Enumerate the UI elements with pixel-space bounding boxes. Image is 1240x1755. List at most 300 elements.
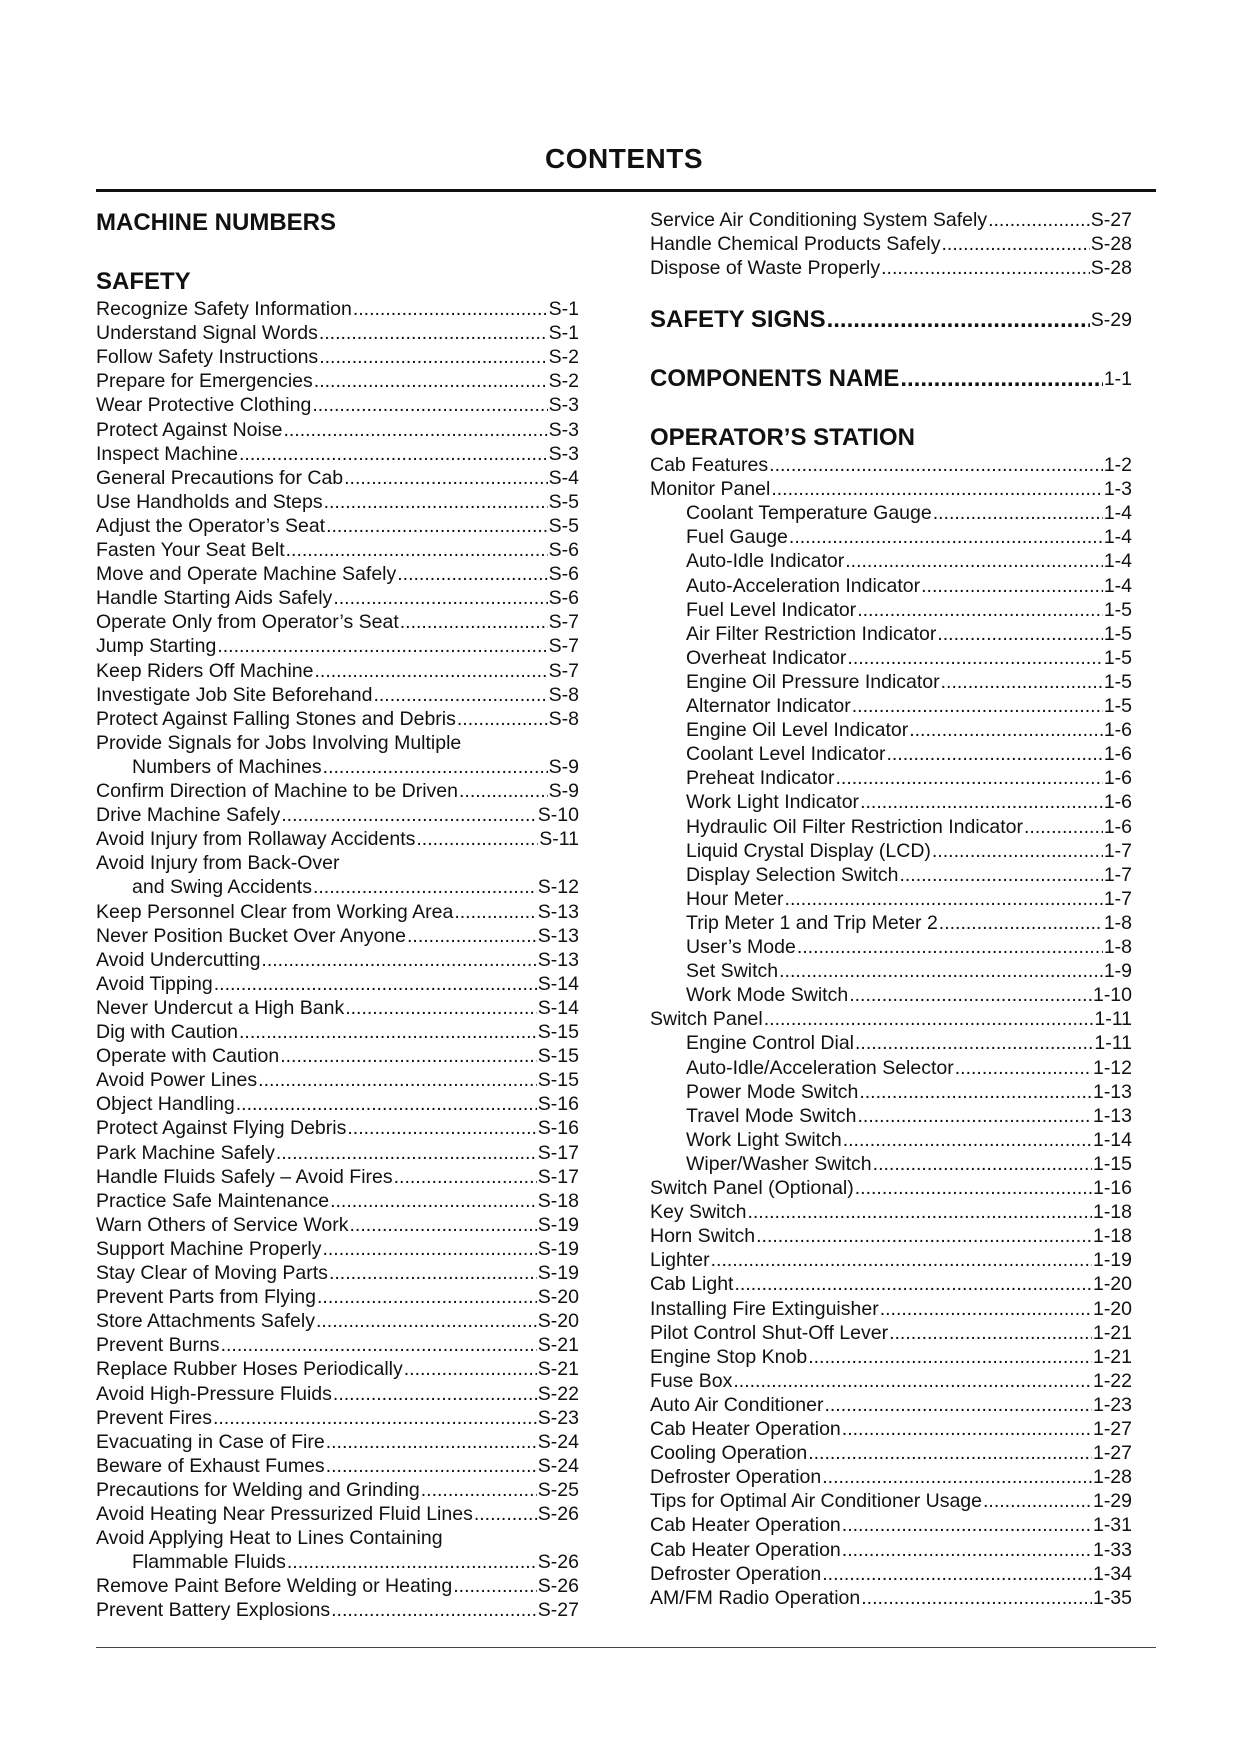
toc-entry-title: Inspect Machine bbox=[96, 442, 238, 465]
toc-entry-title: Engine Control Dial bbox=[686, 1032, 855, 1055]
leader-dots bbox=[845, 549, 1103, 573]
toc-entry-page: S-10 bbox=[537, 804, 579, 827]
toc-entry-inspect-machine[interactable] bbox=[96, 442, 579, 466]
toc-entry-engine-oil-pressure-indicator[interactable] bbox=[650, 670, 1132, 694]
toc-entry-handle-chemical-products-safely[interactable] bbox=[650, 232, 1132, 256]
leader-dots bbox=[236, 1092, 537, 1116]
leader-dots bbox=[789, 525, 1103, 549]
leader-dots bbox=[319, 345, 547, 369]
heading-machine-numbers: MACHINE NUMBERS bbox=[96, 209, 336, 236]
toc-entry-operate-only-from-operator-s-seat[interactable] bbox=[96, 610, 579, 634]
leader-dots bbox=[842, 1417, 1092, 1441]
toc-entry-title: SAFETY SIGNS bbox=[650, 306, 826, 333]
toc-entry-title: Coolant Temperature Gauge bbox=[686, 502, 932, 525]
leader-dots bbox=[842, 1538, 1092, 1562]
toc-entry-coolant-level-indicator[interactable] bbox=[650, 742, 1132, 766]
leader-dots bbox=[453, 1574, 537, 1598]
toc-entry-title: Drive Machine Safely bbox=[96, 804, 281, 827]
toc-entry-warn-others-of-service-work[interactable] bbox=[96, 1213, 579, 1237]
toc-entry-move-and-operate-machine-safely[interactable] bbox=[96, 562, 579, 586]
toc-entry-page: 1-21 bbox=[1092, 1321, 1132, 1344]
toc-entry-switch-panel-optional[interactable] bbox=[650, 1176, 1132, 1200]
toc-entry-store-attachments-safely[interactable] bbox=[96, 1309, 579, 1333]
page-title: CONTENTS bbox=[545, 143, 703, 174]
toc-entry-set-switch[interactable] bbox=[650, 959, 1132, 983]
toc-entry-protect-against-noise[interactable] bbox=[96, 418, 579, 442]
toc-entry-page: S-13 bbox=[537, 948, 579, 971]
toc-entry-page: S-18 bbox=[537, 1189, 579, 1212]
toc-entry-page: 1-27 bbox=[1092, 1418, 1132, 1440]
toc-entry-fasten-your-seat-belt[interactable] bbox=[96, 538, 579, 562]
leader-dots bbox=[937, 622, 1102, 646]
toc-entry-title: Key Switch bbox=[650, 1201, 747, 1224]
toc-entry-recognize-safety-information[interactable] bbox=[96, 297, 579, 321]
toc-entry-page: 1-13 bbox=[1092, 1080, 1132, 1103]
leader-dots bbox=[261, 948, 536, 972]
toc-entry-title: Travel Mode Switch bbox=[686, 1104, 857, 1127]
toc-entry-page: S-15 bbox=[537, 1069, 579, 1092]
toc-entry-page: S-24 bbox=[537, 1454, 579, 1477]
toc-entry-prevent-parts-from-flying[interactable] bbox=[96, 1285, 579, 1309]
toc-entry-operate-with-caution[interactable] bbox=[96, 1044, 579, 1068]
toc-entry-title: Installing Fire Extinguisher bbox=[650, 1297, 879, 1320]
toc-entry-auto-idle-indicator[interactable] bbox=[650, 549, 1132, 573]
leader-dots bbox=[711, 1248, 1092, 1272]
leader-dots bbox=[769, 453, 1103, 477]
toc-entry-page: 1-14 bbox=[1092, 1128, 1132, 1151]
toc-entry-preheat-indicator[interactable] bbox=[650, 766, 1132, 790]
leader-dots bbox=[349, 1213, 536, 1237]
toc-entry-title: Prepare for Emergencies bbox=[96, 370, 313, 393]
toc-entry-never-undercut-a-high-bank[interactable] bbox=[96, 996, 579, 1020]
toc-entry-page: S-16 bbox=[537, 1093, 579, 1116]
leader-dots bbox=[827, 305, 1090, 335]
toc-entry-title: Preheat Indicator bbox=[686, 767, 835, 790]
toc-entry-prevent-battery-explosions[interactable] bbox=[96, 1598, 579, 1622]
toc-entry-title: Use Handholds and Steps bbox=[96, 490, 323, 513]
toc-entry-title: Avoid Injury from Rollaway Accidents bbox=[96, 828, 416, 851]
toc-entry-engine-oil-level-indicator[interactable] bbox=[650, 718, 1132, 742]
leader-dots bbox=[394, 1165, 537, 1189]
toc-entry-flammable-fluids[interactable] bbox=[96, 1550, 579, 1574]
toc-entry-page: 1-4 bbox=[1103, 574, 1132, 597]
leader-dots bbox=[900, 364, 1102, 394]
leader-dots bbox=[858, 1104, 1092, 1128]
toc-entry-title: Hydraulic Oil Filter Restriction Indicator bbox=[686, 815, 1024, 838]
footer-rule bbox=[96, 1647, 1156, 1648]
leader-dots bbox=[214, 972, 537, 996]
leader-dots bbox=[286, 538, 548, 562]
leader-dots bbox=[454, 900, 536, 924]
toc-entry-title: Prevent Fires bbox=[96, 1406, 212, 1429]
leader-dots bbox=[847, 646, 1102, 670]
toc-entry-title: Practice Safe Maintenance bbox=[96, 1189, 330, 1212]
toc-entry-avoid-undercutting[interactable] bbox=[96, 948, 579, 972]
toc-entry-page: S-22 bbox=[537, 1382, 579, 1405]
toc-entry-switch-panel[interactable] bbox=[650, 1007, 1132, 1031]
toc-entry-and-swing-accidents[interactable] bbox=[96, 875, 579, 899]
toc-entry-use-handholds-and-steps[interactable] bbox=[96, 490, 579, 514]
toc-entry-park-machine-safely[interactable] bbox=[96, 1141, 579, 1165]
toc-entry-page: S-1 bbox=[548, 322, 579, 345]
leader-dots bbox=[824, 1393, 1092, 1417]
toc-entry-page: S-13 bbox=[537, 900, 579, 923]
toc-entry-page: S-28 bbox=[1090, 257, 1132, 280]
toc-entry-page: S-2 bbox=[548, 370, 579, 393]
toc-entry-work-mode-switch[interactable] bbox=[650, 983, 1132, 1007]
toc-entry-page: 1-9 bbox=[1103, 960, 1132, 983]
toc-entry-title: Protect Against Flying Debris bbox=[96, 1117, 347, 1140]
toc-entry-title: Fuel Gauge bbox=[686, 526, 788, 549]
toc-entry-air-filter-restriction-indicator[interactable] bbox=[650, 622, 1132, 646]
toc-entry-title: Monitor Panel bbox=[650, 478, 771, 501]
toc-entry-object-handling[interactable] bbox=[96, 1092, 579, 1116]
toc-entry-title: Fasten Your Seat Belt bbox=[96, 539, 285, 561]
toc-entry-page: 1-33 bbox=[1092, 1538, 1132, 1561]
toc-entry-title: Avoid Tipping bbox=[96, 972, 213, 995]
leader-dots bbox=[280, 1044, 537, 1068]
toc-entry-title: Cab Heater Operation bbox=[650, 1538, 841, 1561]
toc-entry-keep-riders-off-machine[interactable] bbox=[96, 659, 579, 683]
toc-entry-numbers-of-machines[interactable] bbox=[96, 755, 579, 779]
toc-entry-page: S-6 bbox=[548, 587, 579, 610]
toc-entry-display-selection-switch[interactable] bbox=[650, 863, 1132, 887]
toc-entry-title: Switch Panel bbox=[650, 1008, 763, 1031]
toc-entry-avoid-heating-near-pressurized-fluid-lines[interactable] bbox=[96, 1502, 579, 1526]
toc-entry-title: Never Position Bucket Over Anyone bbox=[96, 924, 406, 947]
toc-entry-never-position-bucket-over-anyone[interactable] bbox=[96, 924, 579, 948]
toc-entry-installing-fire-extinguisher[interactable] bbox=[650, 1297, 1132, 1321]
toc-entry-title: Stay Clear of Moving Parts bbox=[96, 1262, 328, 1284]
toc-entry-page: 1-35 bbox=[1092, 1586, 1132, 1609]
toc-entry-title: Precautions for Welding and Grinding bbox=[96, 1478, 420, 1501]
leader-dots bbox=[217, 634, 547, 658]
leader-dots bbox=[314, 369, 548, 393]
leader-dots bbox=[312, 393, 547, 417]
toc-entry-travel-mode-switch[interactable] bbox=[650, 1104, 1132, 1128]
leader-dots bbox=[881, 256, 1090, 280]
heading-safety: SAFETY bbox=[96, 268, 191, 295]
toc-entry-prevent-burns[interactable] bbox=[96, 1333, 579, 1357]
toc-entry-coolant-temperature-gauge[interactable] bbox=[650, 501, 1132, 525]
toc-entry-page: 1-16 bbox=[1092, 1177, 1132, 1199]
toc-entry-liquid-crystal-display-lcd[interactable] bbox=[650, 839, 1132, 863]
toc-entry-defroster-operation[interactable] bbox=[650, 1465, 1132, 1489]
toc-entry-dig-with-caution[interactable] bbox=[96, 1020, 579, 1044]
toc-entry-wear-protective-clothing[interactable] bbox=[96, 393, 579, 417]
leader-dots bbox=[843, 1128, 1092, 1152]
leader-dots bbox=[315, 659, 548, 683]
toc-entry-title: Set Switch bbox=[686, 960, 779, 983]
toc-entry-prevent-fires[interactable] bbox=[96, 1406, 579, 1430]
toc-entry-page: 1-6 bbox=[1103, 791, 1132, 814]
toc-entry-page: S-19 bbox=[537, 1213, 579, 1236]
toc-entry-page: S-26 bbox=[537, 1575, 579, 1598]
toc-entry-work-light-indicator[interactable] bbox=[650, 790, 1132, 814]
toc-entry-title: COMPONENTS NAME bbox=[650, 365, 900, 392]
leader-dots bbox=[797, 935, 1103, 959]
leader-dots bbox=[316, 1309, 537, 1333]
toc-entry-title: Confirm Direction of Machine to be Driven bbox=[96, 780, 458, 802]
toc-entry-cab-heater-operation[interactable] bbox=[650, 1538, 1132, 1562]
leader-dots bbox=[785, 887, 1103, 911]
leader-dots bbox=[353, 297, 548, 321]
toc-entry-key-switch[interactable] bbox=[650, 1200, 1132, 1224]
toc-entry-page: 1-5 bbox=[1103, 646, 1132, 669]
toc-entry-title: Numbers of Machines bbox=[132, 755, 322, 778]
toc-entry-page: 1-29 bbox=[1092, 1490, 1132, 1513]
toc-entry-title: Store Attachments Safely bbox=[96, 1310, 315, 1333]
toc-entry-page: 1-11 bbox=[1094, 1008, 1132, 1031]
toc-entry-engine-control-dial[interactable] bbox=[650, 1031, 1132, 1055]
toc-entry-auto-air-conditioner[interactable] bbox=[650, 1393, 1132, 1417]
toc-entry-title: Cab Heater Operation bbox=[650, 1418, 841, 1440]
toc-entry-components-name[interactable] bbox=[650, 364, 1132, 394]
toc-entry-jump-starting[interactable] bbox=[96, 634, 579, 658]
toc-entry-title: Cooling Operation bbox=[650, 1442, 808, 1465]
toc-entry-remove-paint-before-welding-or-heating[interactable] bbox=[96, 1574, 579, 1598]
toc-entry-hydraulic-oil-filter-restriction-indicator[interactable] bbox=[650, 815, 1132, 839]
toc-entry-power-mode-switch[interactable] bbox=[650, 1080, 1132, 1104]
toc-entry-title: Handle Fluids Safely – Avoid Fires bbox=[96, 1165, 393, 1188]
toc-entry-follow-safety-instructions[interactable] bbox=[96, 345, 579, 369]
toc-entry-cab-light[interactable] bbox=[650, 1272, 1132, 1296]
leader-dots bbox=[281, 803, 537, 827]
leader-dots bbox=[939, 911, 1103, 935]
toc-entry-page: S-21 bbox=[537, 1358, 579, 1381]
toc-entry-evacuating-in-case-of-fire[interactable] bbox=[96, 1430, 579, 1454]
toc-entry-page: S-28 bbox=[1090, 233, 1132, 256]
leader-dots bbox=[319, 321, 548, 345]
leader-dots bbox=[373, 683, 547, 707]
toc-entry-page: S-7 bbox=[548, 659, 579, 682]
leader-dots bbox=[459, 779, 548, 803]
toc-entry-practice-safe-maintenance[interactable] bbox=[96, 1189, 579, 1213]
toc-entry-understand-signal-words[interactable] bbox=[96, 321, 579, 345]
toc-entry-monitor-panel[interactable] bbox=[650, 477, 1132, 501]
toc-entry-replace-rubber-hoses-periodically[interactable] bbox=[96, 1357, 579, 1381]
toc-entry-page: 1-27 bbox=[1092, 1442, 1132, 1465]
toc-entry-title: Avoid High-Pressure Fluids bbox=[96, 1382, 332, 1405]
leader-dots bbox=[822, 1465, 1092, 1489]
leader-dots bbox=[344, 466, 548, 490]
toc-entry-confirm-direction-of-machine-to-be-driven[interactable] bbox=[96, 779, 579, 803]
leader-dots bbox=[855, 1176, 1092, 1200]
toc-entry-title: Engine Stop Knob bbox=[650, 1345, 808, 1368]
toc-entry-page: S-3 bbox=[548, 418, 579, 441]
leader-dots bbox=[400, 610, 548, 634]
toc-entry-page: 1-31 bbox=[1092, 1514, 1132, 1537]
toc-entry-beware-of-exhaust-fumes[interactable] bbox=[96, 1454, 579, 1478]
leader-dots bbox=[347, 1116, 536, 1140]
toc-entry-cab-heater-operation[interactable] bbox=[650, 1513, 1132, 1537]
toc-entry-page: 1-7 bbox=[1103, 839, 1132, 862]
leader-dots bbox=[857, 598, 1103, 622]
leader-dots bbox=[276, 1141, 537, 1165]
leader-dots bbox=[955, 1056, 1092, 1080]
toc-entry-page: S-20 bbox=[537, 1286, 579, 1309]
toc-entry-title: Jump Starting bbox=[96, 635, 217, 658]
toc-entry-page: S-29 bbox=[1090, 309, 1132, 331]
toc-entry-fuel-gauge[interactable] bbox=[650, 525, 1132, 549]
toc-entry-title-line: Avoid Applying Heat to Lines Containing bbox=[96, 1527, 443, 1550]
leader-dots bbox=[326, 1454, 537, 1478]
toc-entry-trip-meter-1-and-trip-meter-2[interactable] bbox=[650, 911, 1132, 935]
toc-entry-title: Handle Chemical Products Safely bbox=[650, 233, 941, 256]
toc-entry-prepare-for-emergencies[interactable] bbox=[96, 369, 579, 393]
toc-entry-title: Alternator Indicator bbox=[686, 695, 851, 717]
toc-entry-dispose-of-waste-properly[interactable] bbox=[650, 256, 1132, 280]
toc-entry-adjust-the-operator-s-seat[interactable] bbox=[96, 514, 579, 538]
toc-entry-title: Pilot Control Shut-Off Lever bbox=[650, 1321, 889, 1344]
toc-entry-page: S-5 bbox=[548, 490, 579, 513]
title-rule bbox=[96, 189, 1156, 192]
leader-dots bbox=[457, 707, 548, 731]
toc-entry-page: S-15 bbox=[537, 1045, 579, 1068]
toc-entry-page: S-13 bbox=[537, 924, 579, 947]
toc-entry-pilot-control-shut-off-lever[interactable] bbox=[650, 1321, 1132, 1345]
toc-entry-page: S-27 bbox=[1090, 209, 1132, 231]
toc-entry-page: S-8 bbox=[548, 707, 579, 730]
toc-entry-work-light-switch[interactable] bbox=[650, 1128, 1132, 1152]
toc-entry-stay-clear-of-moving-parts[interactable] bbox=[96, 1261, 579, 1285]
toc-entry-page: S-25 bbox=[537, 1478, 579, 1501]
leader-dots bbox=[326, 1430, 537, 1454]
toc-entry-title: Defroster Operation bbox=[650, 1562, 822, 1585]
toc-entry-safety-signs[interactable] bbox=[650, 305, 1132, 335]
toc-entry-investigate-job-site-beforehand[interactable] bbox=[96, 683, 579, 707]
leader-dots bbox=[983, 1489, 1092, 1513]
leader-dots bbox=[771, 477, 1102, 501]
toc-entry-support-machine-properly[interactable] bbox=[96, 1237, 579, 1261]
leader-dots bbox=[331, 1598, 537, 1622]
toc-entry-page: 1-15 bbox=[1092, 1152, 1132, 1175]
toc-entry-page: 1-21 bbox=[1092, 1345, 1132, 1368]
toc-entry-overheat-indicator[interactable] bbox=[650, 646, 1132, 670]
toc-entry-avoid-power-lines[interactable] bbox=[96, 1068, 579, 1092]
toc-entry-title: Operate with Caution bbox=[96, 1045, 280, 1068]
toc-entry-fuse-box[interactable] bbox=[650, 1369, 1132, 1393]
toc-entry-fuel-level-indicator[interactable] bbox=[650, 598, 1132, 622]
leader-dots bbox=[756, 1224, 1092, 1248]
toc-entry-page: 1-7 bbox=[1103, 863, 1132, 886]
toc-entry-page: 1-28 bbox=[1092, 1466, 1132, 1489]
toc-entry-am-fm-radio-operation[interactable] bbox=[650, 1586, 1132, 1610]
leader-dots bbox=[808, 1441, 1092, 1465]
toc-entry-avoid-high-pressure-fluids[interactable] bbox=[96, 1382, 579, 1406]
toc-entry-wiper-washer-switch[interactable] bbox=[650, 1152, 1132, 1176]
toc-entry-defroster-operation[interactable] bbox=[650, 1562, 1132, 1586]
toc-entry-title: Evacuating in Case of Fire bbox=[96, 1430, 325, 1453]
toc-entry-horn-switch[interactable] bbox=[650, 1224, 1132, 1248]
toc-entry-title: Keep Personnel Clear from Working Area bbox=[96, 900, 454, 923]
toc-entry-page: 1-1 bbox=[1103, 368, 1132, 390]
toc-entry-handle-starting-aids-safely[interactable] bbox=[96, 586, 579, 610]
toc-entry-page: 1-20 bbox=[1092, 1273, 1132, 1296]
toc-entry-alternator-indicator[interactable] bbox=[650, 694, 1132, 718]
toc-entry-handle-fluids-safely-avoid-fires[interactable] bbox=[96, 1165, 579, 1189]
toc-entry-auto-idle-acceleration-selector[interactable] bbox=[650, 1056, 1132, 1080]
toc-entry-general-precautions-for-cab[interactable] bbox=[96, 466, 579, 490]
toc-entry-page: S-6 bbox=[548, 539, 579, 561]
toc-entry-page: 1-12 bbox=[1092, 1056, 1132, 1079]
toc-entry-service-air-conditioning-system-safely[interactable] bbox=[650, 208, 1132, 232]
toc-entry-page: S-16 bbox=[537, 1117, 579, 1140]
toc-entry-page: 1-4 bbox=[1103, 502, 1132, 525]
toc-entry-page: 1-5 bbox=[1103, 670, 1132, 693]
toc-entry-title: Recognize Safety Information bbox=[96, 298, 352, 320]
toc-entry-lighter[interactable] bbox=[650, 1248, 1132, 1272]
toc-entry-title: Operate Only from Operator’s Seat bbox=[96, 611, 399, 634]
toc-entry-precautions-for-welding-and-grinding[interactable] bbox=[96, 1478, 579, 1502]
toc-entry-cab-heater-operation[interactable] bbox=[650, 1417, 1132, 1441]
leader-dots bbox=[258, 1068, 537, 1092]
toc-entry-page: S-17 bbox=[537, 1165, 579, 1188]
toc-entry-page: S-24 bbox=[537, 1430, 579, 1453]
leader-dots bbox=[397, 562, 547, 586]
toc-entry-title: Power Mode Switch bbox=[686, 1080, 859, 1103]
leader-dots bbox=[889, 1321, 1092, 1345]
toc-entry-title: Follow Safety Instructions bbox=[96, 346, 319, 369]
toc-entry-page: 1-5 bbox=[1103, 695, 1132, 717]
toc-entry-avoid-tipping[interactable] bbox=[96, 972, 579, 996]
toc-entry-page: S-5 bbox=[548, 514, 579, 537]
leader-dots bbox=[407, 924, 537, 948]
leader-dots bbox=[416, 827, 538, 851]
toc-entry-title: Service Air Conditioning System Safely bbox=[650, 209, 988, 231]
toc-entry-page: S-19 bbox=[537, 1262, 579, 1284]
toc-entry-auto-acceleration-indicator[interactable] bbox=[650, 574, 1132, 598]
toc-entry-title: Horn Switch bbox=[650, 1225, 756, 1248]
toc-entry-user-s-mode[interactable] bbox=[650, 935, 1132, 959]
toc-entry-page: 1-22 bbox=[1092, 1369, 1132, 1392]
toc-entry-title: Park Machine Safely bbox=[96, 1141, 275, 1164]
toc-entry-title: Fuel Level Indicator bbox=[686, 598, 857, 621]
toc-entry-title: Handle Starting Aids Safely bbox=[96, 587, 333, 610]
toc-entry-cab-features[interactable] bbox=[650, 453, 1132, 477]
toc-entry-protect-against-falling-stones-and-debris[interactable] bbox=[96, 707, 579, 731]
toc-entry-title: Auto Air Conditioner bbox=[650, 1393, 824, 1416]
leader-dots bbox=[822, 1562, 1092, 1586]
toc-entry-avoid-injury-from-rollaway-accidents[interactable] bbox=[96, 827, 579, 851]
leader-dots bbox=[313, 875, 537, 899]
leader-dots bbox=[333, 586, 547, 610]
toc-entry-page: S-21 bbox=[537, 1334, 579, 1357]
leader-dots bbox=[849, 983, 1092, 1007]
toc-entry-page: S-26 bbox=[537, 1503, 579, 1525]
leader-dots bbox=[734, 1272, 1091, 1296]
toc-entry-engine-stop-knob[interactable] bbox=[650, 1345, 1132, 1369]
toc-entry-title: Work Mode Switch bbox=[686, 984, 849, 1007]
toc-entry-page: 1-34 bbox=[1092, 1562, 1132, 1585]
toc-entry-cooling-operation[interactable] bbox=[650, 1441, 1132, 1465]
toc-entry-title-line: Avoid Injury from Back-Over bbox=[96, 852, 340, 875]
toc-entry-keep-personnel-clear-from-working-area[interactable] bbox=[96, 900, 579, 924]
toc-entry-protect-against-flying-debris[interactable] bbox=[96, 1116, 579, 1140]
toc-entry-hour-meter[interactable] bbox=[650, 887, 1132, 911]
toc-entry-tips-for-optimal-air-conditioner-usage[interactable] bbox=[650, 1489, 1132, 1513]
toc-entry-title: Avoid Power Lines bbox=[96, 1069, 258, 1092]
leader-dots bbox=[859, 1080, 1092, 1104]
toc-entry-page: 1-8 bbox=[1103, 936, 1132, 958]
toc-entry-title: Work Light Indicator bbox=[686, 791, 860, 814]
toc-entry-title: Warn Others of Service Work bbox=[96, 1213, 349, 1236]
toc-entry-page: 1-18 bbox=[1092, 1225, 1132, 1248]
toc-entry-title: Object Handling bbox=[96, 1093, 235, 1116]
toc-entry-drive-machine-safely[interactable] bbox=[96, 803, 579, 827]
toc-entry-page: 1-10 bbox=[1092, 984, 1132, 1007]
toc-entry-page: 1-6 bbox=[1103, 767, 1132, 790]
